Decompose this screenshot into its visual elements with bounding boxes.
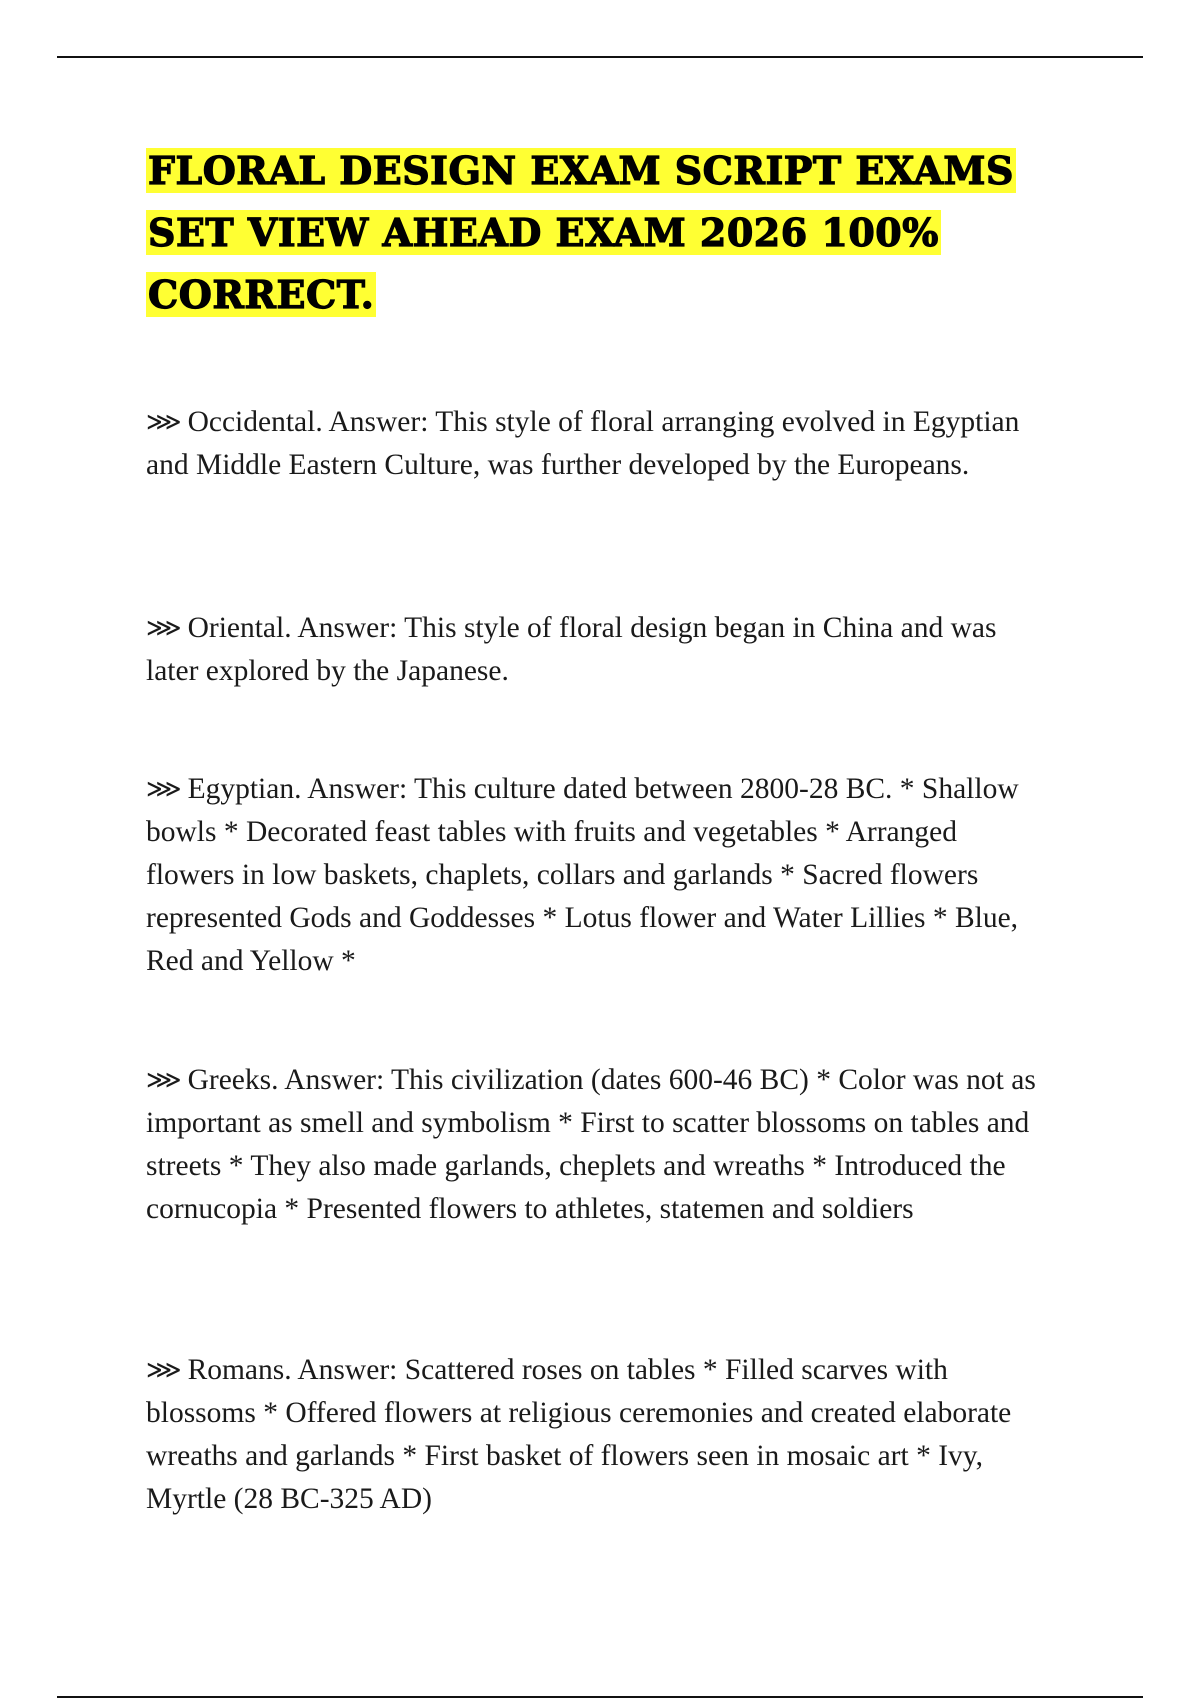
top-rule <box>57 56 1143 58</box>
qa-text: Egyptian. Answer: This culture dated between 2800-28 BC. * Shallow bowls * Decorated feast tables with fruits and vegetables * Arranged flowers in low baskets, chaplets, collars and garlands * Sacred flowers represented Gods and Goddesses * Lotus flower and Water Lillies * Blue, Red and Yellow * <box>146 773 1019 977</box>
qa-item <box>146 1348 1051 1521</box>
three-d-right-arrowhead-icon: ⋙ <box>146 407 182 436</box>
qa-item <box>146 1058 1051 1231</box>
qa-item <box>146 606 1051 693</box>
bottom-rule <box>57 1696 1143 1698</box>
three-d-right-arrowhead-icon: ⋙ <box>146 613 182 642</box>
qa-item <box>146 400 1051 487</box>
title-highlight: FLORAL DESIGN EXAM SCRIPT EXAMS SET VIEW AHEAD EXAM 2026 100% CORRECT. <box>148 148 1014 317</box>
three-d-right-arrowhead-icon: ⋙ <box>146 1355 182 1384</box>
qa-text: Oriental. Answer: This style of floral design began in China and was later explored by the Japanese. <box>146 612 997 687</box>
qa-item <box>146 767 1051 983</box>
three-d-right-arrowhead-icon: ⋙ <box>146 774 182 803</box>
qa-text: Greeks. Answer: This civilization (dates 600-46 BC) * Color was not as important as smell and symbolism * First to scatter blossoms on tables and streets * They also made garlands, cheplets and wreaths * Introduced the cornucopia * Presented flowers to athletes, statemen and soldiers <box>146 1064 1036 1225</box>
three-d-right-arrowhead-icon: ⋙ <box>146 1065 182 1094</box>
qa-text: Occidental. Answer: This style of floral arranging evolved in Egyptian and Middle Eastern Culture, was further developed by the Europeans. <box>146 406 1020 481</box>
document-title <box>146 140 1046 326</box>
qa-text: Romans. Answer: Scattered roses on tables * Filled scarves with blossoms * Offered flowers at religious ceremonies and created elaborate wreaths and garlands * First basket of flowers seen in mosaic art * Ivy, Myrtle (28 BC-325 AD) <box>146 1354 1012 1515</box>
